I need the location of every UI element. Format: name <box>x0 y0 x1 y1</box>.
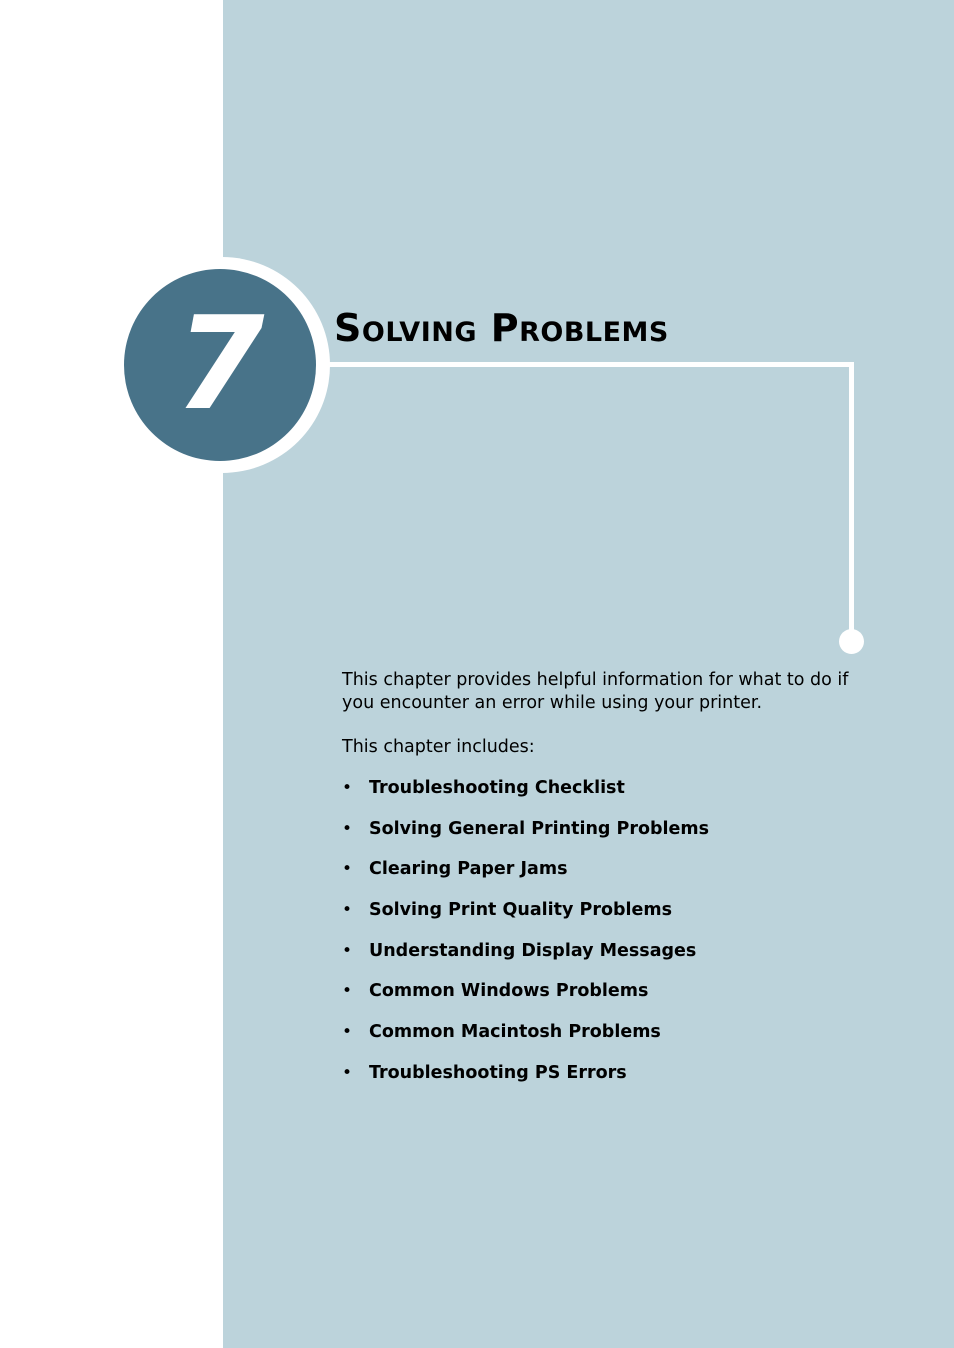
connector-line <box>849 362 854 634</box>
bullet-icon: • <box>342 1062 353 1083</box>
bullet-icon: • <box>342 1022 353 1043</box>
list-item[interactable] <box>342 939 709 980</box>
list-item[interactable] <box>342 898 709 939</box>
list-item-label: Clearing Paper Jams <box>369 859 568 880</box>
connector-dot <box>839 629 864 654</box>
list-item-label: Troubleshooting PS Errors <box>369 1062 627 1083</box>
bullet-icon: • <box>342 778 353 798</box>
bullet-icon: • <box>342 859 353 880</box>
bullet-icon: • <box>342 940 353 961</box>
bullet-icon: • <box>342 818 353 839</box>
list-item[interactable] <box>342 857 709 898</box>
chapter-number: 7 <box>175 290 265 439</box>
chapter-title: Solving Problems <box>334 306 669 350</box>
list-item[interactable] <box>342 1020 709 1061</box>
list-item[interactable] <box>342 817 709 858</box>
title-underline <box>329 362 854 367</box>
chapter-contents-list <box>342 776 709 1102</box>
list-item-label: Troubleshooting Checklist <box>369 778 625 798</box>
bullet-icon: • <box>342 900 353 921</box>
list-item-label: Common Windows Problems <box>369 981 649 1002</box>
list-item-label: Common Macintosh Problems <box>369 1022 661 1043</box>
bullet-icon: • <box>342 981 353 1002</box>
list-item-label: Solving Print Quality Problems <box>369 900 673 921</box>
chapter-intro: This chapter provides helpful information for what to do if you encounter an error while using your printer. <box>342 670 849 713</box>
list-item[interactable] <box>342 1061 709 1102</box>
list-item[interactable] <box>342 776 709 817</box>
includes-label: This chapter includes: <box>342 737 535 757</box>
list-item-label: Solving General Printing Problems <box>369 818 710 839</box>
list-item-label: Understanding Display Messages <box>369 940 697 961</box>
list-item[interactable] <box>342 979 709 1020</box>
